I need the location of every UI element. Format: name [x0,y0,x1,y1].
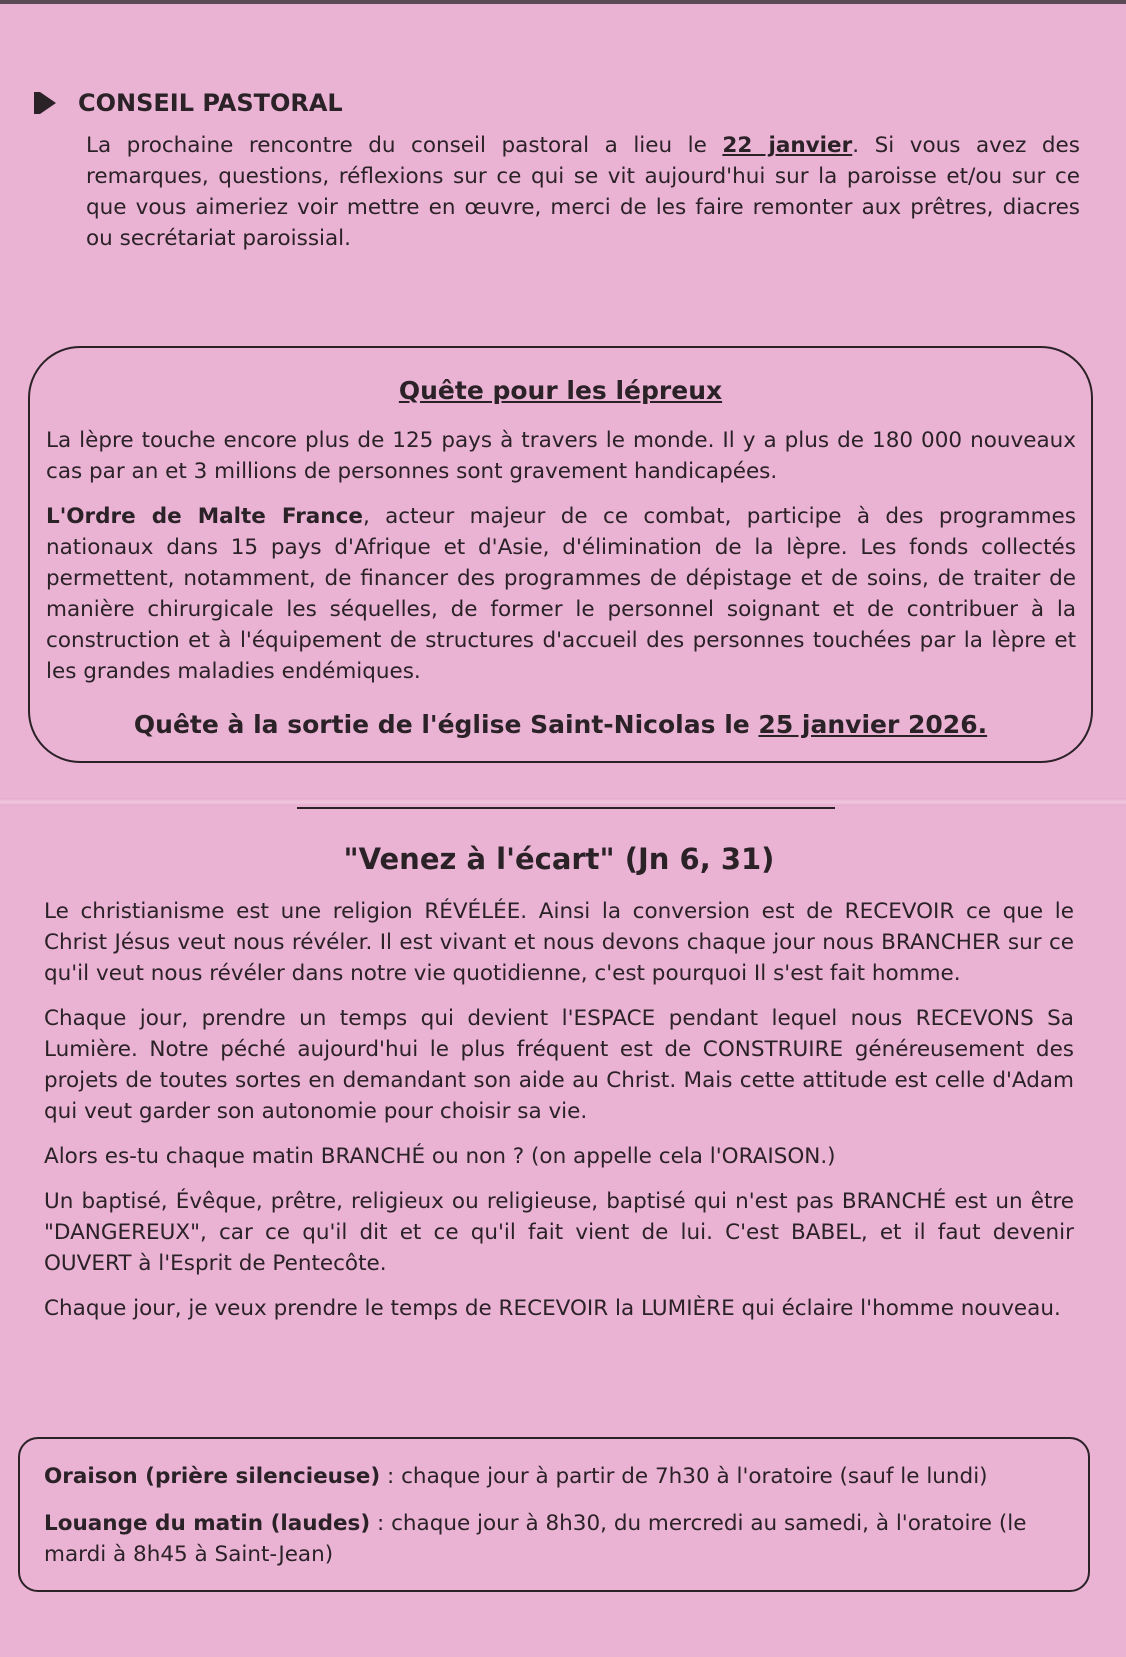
venez-paragraph: Un baptisé, Évêque, prêtre, religieux ou religieuse, baptisé qui n'est pas BRANCHÉ est un être "DANGEREUX", car ce qu'il dit et ce qu'il fait vient de lui. C'est BABEL, et il faut devenir OUVERT à l'Esprit de Pentecôte. [44,1189,1074,1276]
conseil-heading-row [40,86,1080,120]
venez-paragraph: Chaque jour, prendre un temps qui devient l'ESPACE pendant lequel nous RECEVONS Sa Lumière. Notre péché aujourd'hui le plus fréquent est de CONSTRUIRE généreusement des projets de toutes sortes en demandant son aide au Christ. Mais cette attitude est celle d'Adam qui veut garder son autonomie pour choisir sa vie. [44,1006,1074,1124]
venez-paragraph: Alors es-tu chaque matin BRANCHÉ ou non ? (on appelle cela l'ORAISON.) [44,1144,836,1169]
oraison-label: Oraison (prière silencieuse) [44,1464,381,1489]
oraison-text: : chaque jour à partir de 7h30 à l'oratoire (sauf le lundi) [380,1464,988,1489]
paper-fold [0,798,1126,806]
quete-para-1: La lèpre touche encore plus de 125 pays à travers le monde. Il y a plus de 180 000 nouveaux cas par an et 3 millions de personnes sont gravement handicapées. [46,428,1076,484]
quete-announcement-text: Quête à la sortie de l'église Saint-Nicolas le [133,710,759,739]
ordre-malte-name: L'Ordre de Malte France [46,504,363,529]
conseil-heading: CONSEIL PASTORAL [78,89,343,117]
oraison-line [44,1461,1064,1492]
quete-title: Quête pour les lépreux [398,376,723,405]
conseil-date: 22 janvier [722,133,853,158]
section-divider [297,807,835,809]
venez-paragraph: Le christianisme est une religion RÉVÉLÉE. Ainsi la conversion est de RECEVOIR ce que le Christ Jésus veut nous révéler. Il est vivant et nous devons chaque jour nous BRANCHER sur ce qu'il veut nous révéler dans notre vie quotidienne, c'est pourquoi Il s'est fait homme. [44,899,1074,986]
page-top-edge [0,0,1126,4]
bullet-arrow-icon [40,92,56,114]
conseil-pastoral-section [40,86,1080,254]
laudes-text: : chaque jour à 8h30, du mercredi au samedi, à l'oratoire (le mardi à 8h45 à Saint-Jean) [44,1511,1027,1567]
conseil-text [86,130,1080,254]
quete-box [28,346,1093,763]
venez-paragraph: Chaque jour, je veux prendre le temps de RECEVOIR la LUMIÈRE qui éclaire l'homme nouveau. [44,1296,1061,1321]
quete-para-2 [46,501,1076,687]
quete-announcement [30,710,1091,739]
conseil-text-before: La prochaine rencontre du conseil pastoral a lieu le [86,133,723,158]
conseil-text-after: . Si vous avez des remarques, questions, réflexions sur ce qui se vit aujourd'hui sur la paroisse et/ou sur ce que vous aimeriez voir mettre en œuvre, merci de les faire remonter aux prêtres, diacres ou secrétariat paroissial. [86,133,1080,251]
laudes-label: Louange du matin (laudes) [44,1511,371,1536]
horaires-box [18,1437,1090,1592]
laudes-line [44,1508,1064,1570]
venez-title: "Venez à l'écart" (Jn 6, 31) [343,842,775,876]
quete-para-2-rest: , acteur majeur de ce combat, participe à des programmes nationaux dans 15 pays d'Afrique et d'Asie, d'élimination de la lèpre. Les fonds collectés permettent, notamment, de financer des programmes de dépistage et de soins, de traiter de manière chirurgicale les séquelles, de former le personnel soignant et de contribuer à la construction et à l'équipement de structures d'accueil des personnes touchées par la lèpre et les grandes maladies endémiques. [46,504,1076,684]
venez-section [44,842,1074,1324]
quete-body [46,425,1076,687]
quete-announcement-date: 25 janvier 2026. [758,710,988,739]
